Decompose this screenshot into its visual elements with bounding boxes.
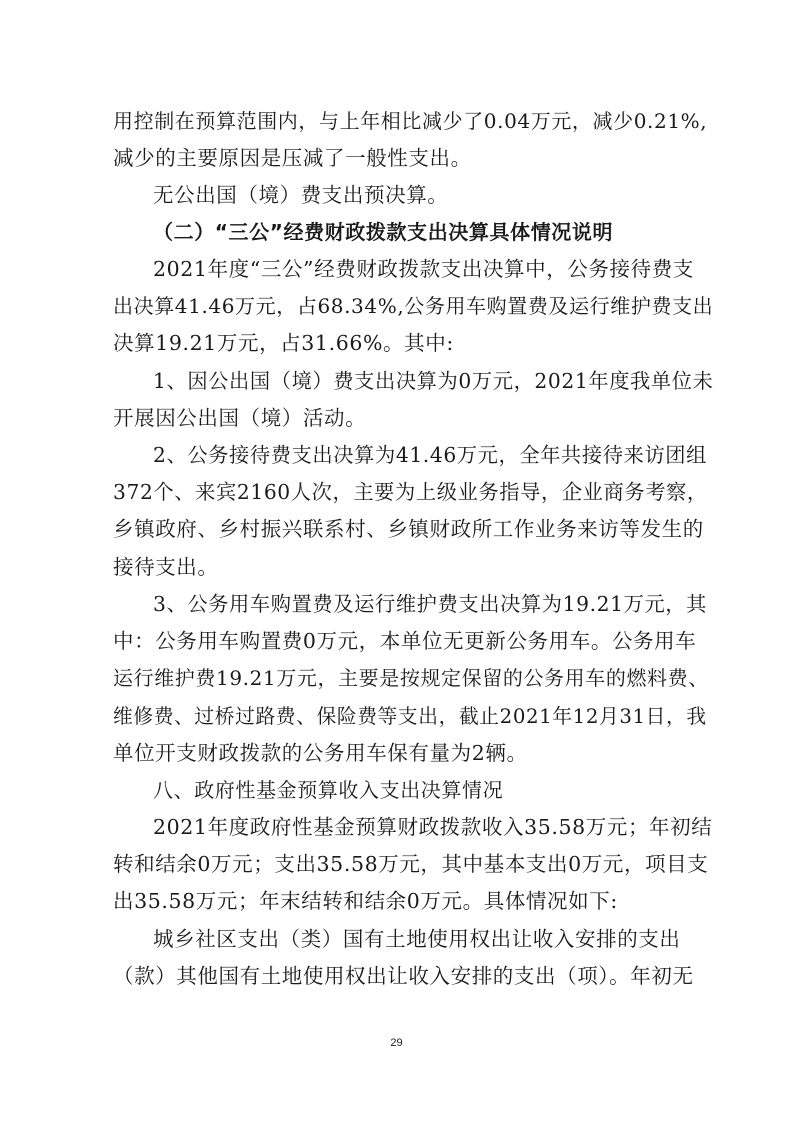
paragraph-government-fund-summary (113, 809, 713, 921)
text-line: 2、公务接待费支出决算为41.46万元，全年共接待来访团组 (153, 443, 708, 467)
paragraph-three-public-summary (113, 251, 713, 363)
heading-text: （二）“三公”经费财政拨款支出决算具体情况说明 (153, 220, 614, 244)
text-line: 开展因公出国（境）活动。 (113, 406, 367, 431)
text-line: 维修费、过桥过路费、保险费等支出，截止2021年12月31日，我 (113, 704, 707, 728)
text-line: 3、公务用车购置费及运行维护费支出决算为19.21万元，其 (153, 592, 708, 616)
text-line: 运行维护费19.21万元，主要是按规定保留的公务用车的燃料费、 (113, 666, 709, 691)
paragraph-item-3 (113, 586, 713, 772)
text-line: 转和结余0万元；支出35.58万元，其中基本支出0万元，项目支 (113, 852, 709, 877)
text-line: 城乡社区支出（类）国有土地使用权出让收入安排的支出 (153, 927, 681, 951)
heading-text: 八、政府性基金预算收入支出决算情况 (153, 778, 504, 802)
text-line: 减少的主要原因是压减了一般性支出。 (113, 146, 472, 171)
text-line: 出决算41.46万元，占68.34%,公务用车购置费及运行维护费支出 (113, 294, 714, 319)
text-line: （款）其他国有土地使用权出让收入安排的支出（项）。年初无 (113, 964, 694, 989)
text-line: 接待支出。 (113, 554, 219, 579)
text-line: 用控制在预算范围内，与上年相比减少了0.04万元，减少0.21%, (113, 109, 708, 133)
text-line: 中：公务用车购置费0万元，本单位无更新公务用车。公务用车 (113, 629, 697, 654)
page-number: 29 (390, 1037, 403, 1049)
text-line: 无公出国（境）费支出预决算。 (153, 183, 449, 207)
paragraph-item-1 (113, 363, 713, 437)
section-heading-government-fund (113, 772, 713, 809)
text-line: 出35.58万元；年末结转和结余0万元。具体情况如下: (113, 889, 618, 914)
text-line: 决算19.21万元，占31.66%。其中: (113, 331, 454, 356)
text-line: 乡镇政府、乡村振兴联系村、乡镇财政所工作业务来访等发生的 (113, 517, 704, 542)
text-line: 1、因公出国（境）费支出决算为0万元，2021年度我单位未 (153, 369, 714, 393)
text-line: 2021年度政府性基金预算财政拨款收入35.58万元；年初结 (153, 815, 713, 839)
paragraph-urban-rural-expenditure (113, 921, 713, 995)
paragraph-no-overseas (113, 177, 713, 214)
paragraph-budget-reduction (113, 103, 713, 177)
text-line: 2021年度“三公”经费财政拨款支出决算中，公务接待费支 (153, 257, 694, 281)
text-line: 单位开支财政拨款的公务用车保有量为2辆。 (113, 740, 528, 765)
section-heading-three-public (113, 214, 713, 251)
text-line: 372个、来宾2160人次，主要为上级业务指导，企业商务考察， (113, 480, 708, 505)
paragraph-item-2 (113, 437, 713, 586)
